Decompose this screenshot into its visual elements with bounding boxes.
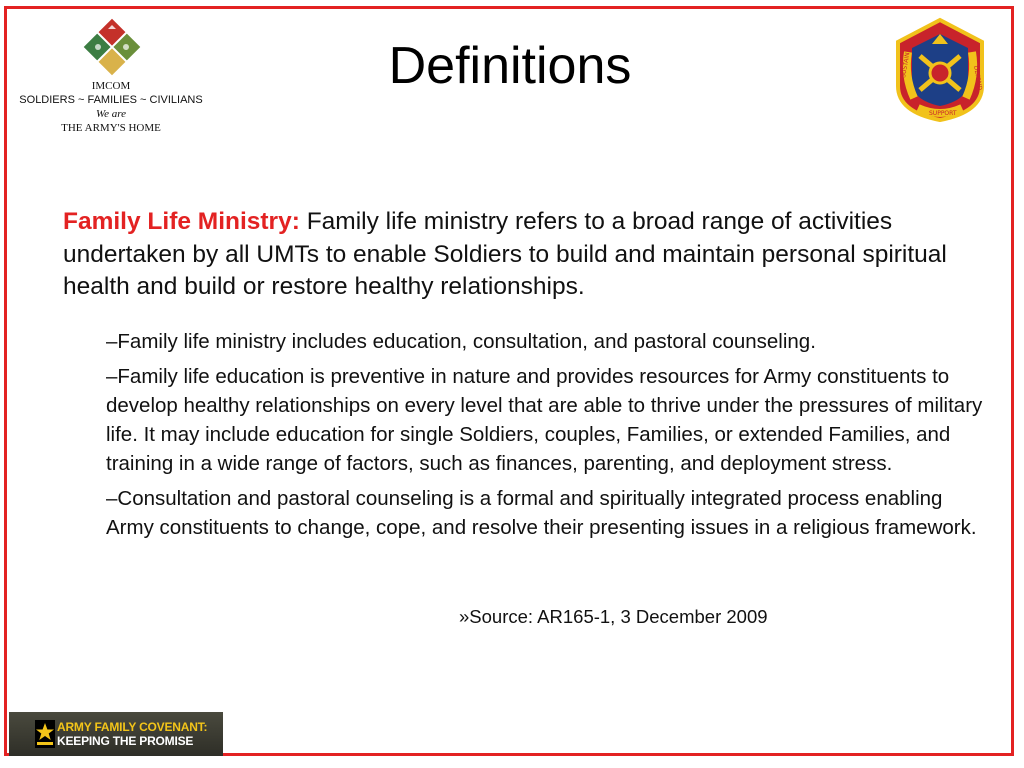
army-crest-icon (890, 16, 990, 124)
logo-org: IMCOM (91, 80, 131, 92)
page-title: Definitions (388, 37, 632, 95)
crest-motto-right: DEFEND (972, 65, 984, 91)
banner-line-1: ARMY FAMILY COVENANT: (57, 720, 208, 734)
definition-term: Family Life Ministry: (63, 208, 300, 235)
bullet-list (106, 327, 986, 548)
bullet-item-1: –Family life ministry includes education, consultation, and pastoral counseling. (106, 330, 816, 353)
crest-motto-left: SUSTAIN (900, 51, 912, 79)
imcom-logo-text (8, 79, 214, 135)
logo-motto: SOLDIERS ~ FAMILIES ~ CIVILIANS (19, 94, 203, 106)
logo-tagline-1: We are (95, 108, 127, 120)
crest-motto-bottom: SUPPORT (929, 110, 957, 117)
imcom-logo-icon (82, 17, 142, 77)
army-family-covenant-banner (9, 712, 223, 756)
bullet-item-2: –Family life education is preventive in nature and provides resources for Army constituents to develop healthy relationships on every level that are able to thrive under the pressures of military life. It may include education for single Soldiers, couples, Families, or extended Families, and training in a wide range of factors, such as finances, parenting, and deployment stress. (106, 365, 983, 475)
logo-tagline-2: THE ARMY'S HOME (61, 122, 161, 134)
army-star-icon (35, 720, 55, 748)
definition-text: Family life ministry refers to a broad range of activities undertaken by all UMTs to enable Soldiers to build and maintain personal spiritual health and build or restore healthy relationships. (63, 208, 947, 300)
bullet-item-3: –Consultation and pastoral counseling is a formal and spiritually integrated process enabling Army constituents to change, cope, and resolve their presenting issues in a religious framework. (106, 487, 977, 539)
banner-line-2: KEEPING THE PROMISE (57, 734, 194, 748)
definition-paragraph (63, 206, 963, 304)
source-citation: »Source: AR165-1, 3 December 2009 (459, 606, 768, 627)
